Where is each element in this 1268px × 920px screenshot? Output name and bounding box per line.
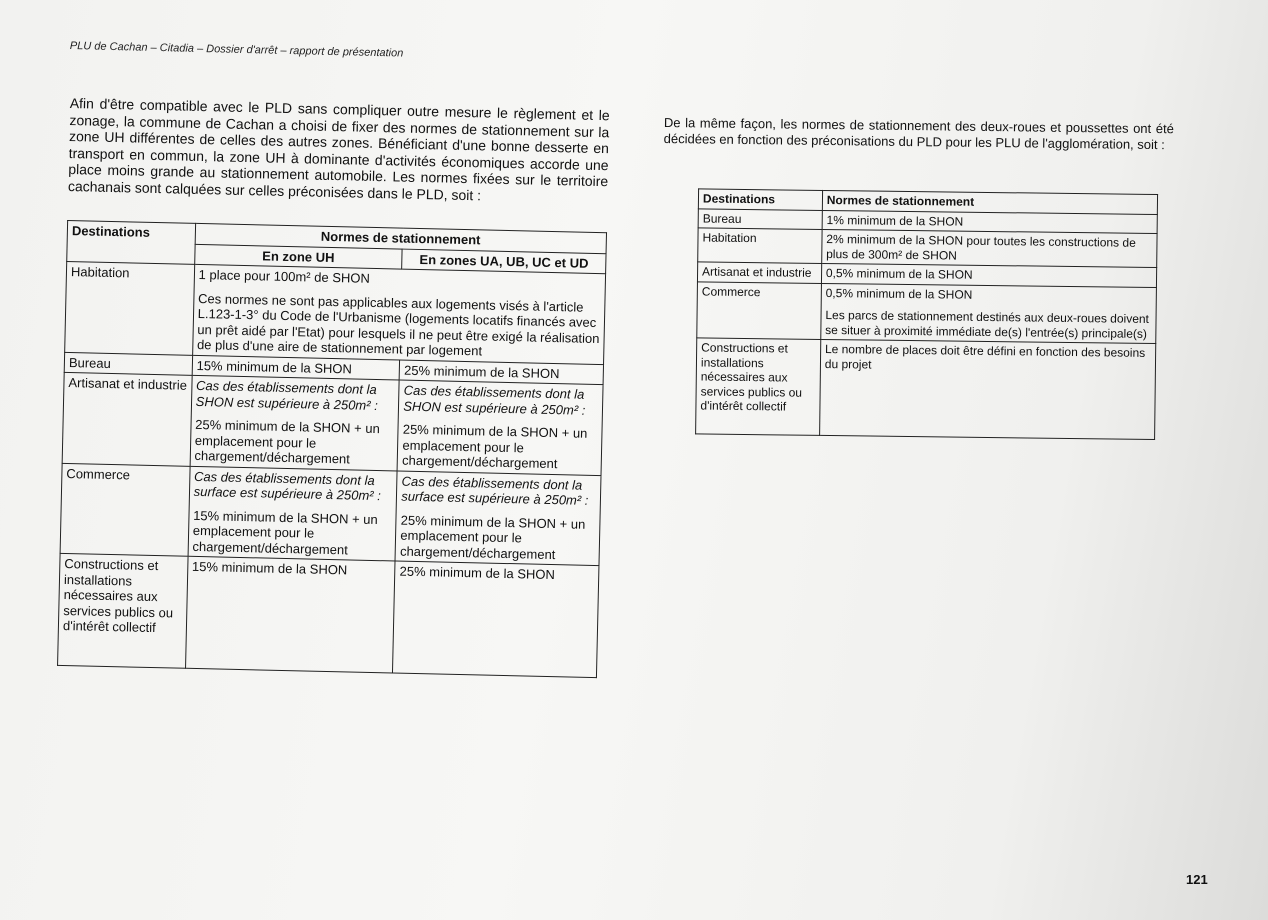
page-header: PLU de Cachan – Citadia – Dossier d'arrêt – rapport de présentation: [69, 40, 404, 60]
row-norm-ua: [395, 471, 601, 566]
norm-text: 15% minimum de la SHON + un emplacement pour le chargement/déchargement: [192, 507, 378, 557]
row-norm-uh: [190, 375, 400, 470]
table-row: [696, 338, 1156, 440]
row-norm-ua: 25% minimum de la SHON: [399, 360, 603, 385]
row-norm-merged: [192, 264, 605, 364]
left-column: [57, 95, 610, 678]
row-norm-uh: 15% minimum de la SHON: [185, 556, 395, 673]
norm-condition: Cas des établissements dont la SHON est supérieure à 250m² :: [195, 377, 378, 413]
row-norm: Le nombre de places doit être défini en fonction des besoins du projet: [819, 339, 1155, 439]
row-destination: Bureau: [64, 352, 192, 375]
row-norm: [821, 283, 1157, 344]
right-column: [660, 115, 1174, 440]
row-destination: Commerce: [60, 463, 190, 556]
table-row: [697, 281, 1157, 343]
norm-text: 1 place pour 100m² de SHON: [198, 266, 371, 286]
table-row: [65, 261, 606, 364]
row-destination: Commerce: [697, 281, 822, 339]
parking-norms-table: [57, 220, 607, 678]
table-row: [62, 372, 603, 475]
row-destination: Habitation: [65, 261, 195, 354]
col-header-zone-uh: En zone UH: [194, 244, 402, 269]
page-number: 121: [1186, 872, 1208, 887]
row-norm-uh: 15% minimum de la SHON: [192, 355, 400, 380]
row-destination: Constructions et installations nécessaires aux services publics ou d'intérêt collectif: [58, 553, 188, 668]
row-norm-uh: [188, 466, 398, 561]
row-norm: 1% minimum de la SHON: [822, 210, 1157, 234]
norm-condition: Cas des établissements dont la surface est supérieure à 250m² :: [193, 468, 381, 504]
col-header-zones-ua-ub-uc-ud: En zones UA, UB, UC et UD: [402, 249, 606, 274]
col-header-normes: Normes de stationnement: [195, 223, 607, 253]
row-norm-ua: [397, 380, 603, 475]
right-intro-paragraph: De la même façon, les normes de stationnement des deux-roues et poussettes ont été décidées en fonction des préconisations du PLD pour les PLU de l'agglomération, soit :: [663, 115, 1174, 152]
norm-text: 0,5% minimum de la SHON: [825, 285, 973, 302]
two-wheel-parking-table: [695, 188, 1158, 440]
norm-condition: Cas des établissements dont la surface est supérieure à 250m² :: [401, 473, 589, 508]
norm-text: 25% minimum de la SHON + un emplacement pour le chargement/déchargement: [401, 421, 588, 472]
col-header-normes: Normes de stationnement: [822, 190, 1157, 214]
row-destination: Habitation: [698, 228, 822, 264]
table-row: [698, 228, 1157, 268]
row-destination: Constructions et installations nécessaires aux services publics ou d'intérêt collectif: [696, 338, 821, 436]
row-norm: 2% minimum de la SHON pour toutes les constructions de plus de 300m² de SHON: [822, 229, 1158, 267]
col-header-destinations: Destinations: [698, 189, 822, 210]
row-destination: Artisanat et industrie: [62, 372, 192, 465]
row-norm-ua: 25% minimum de la SHON: [393, 561, 599, 678]
row-norm: 0,5% minimum de la SHON: [821, 263, 1156, 287]
left-intro-paragraph: Afin d'être compatible avec le PLD sans compliquer outre mesure le règlement et le zonage, la commune de Cachan a choisi de fixer des normes de stationnement sur la zone UH différentes de celles des autres zones. Bénéficiant d'une bonne desserte en transport en commun, la zone UH à dominante d'activités économiques accorde une place moins grande au stationnement automobile. Les normes fixées sur le territoire cachanais sont calquées sur celles préconisées dans le PLD, soit :: [67, 95, 610, 203]
col-header-destinations: Destinations: [67, 220, 196, 264]
row-destination: Artisanat et industrie: [697, 262, 821, 283]
norm-condition: Cas des établissements dont la SHON est supérieure à 250m² :: [403, 382, 586, 418]
table-row: [58, 553, 599, 677]
norm-text: 25% minimum de la SHON + un emplacement pour le chargement/déchargement: [194, 416, 380, 467]
norm-note: Ces normes ne sont pas applicables aux logements visés à l'article L.123-1-3° du Code de l'Urbanisme (logements locatifs financés avec un prêt aidé par l'Etat) pour lesquels il ne peut être exigé la réalisation de plus d'une aire de stationnement par logement: [196, 290, 600, 359]
row-destination: Bureau: [698, 208, 822, 229]
table-row: [60, 463, 601, 566]
norm-note: Les parcs de stationnement destinés aux deux-roues doivent se situer à proximité immédiate de(s) l'entrée(s) principale(s): [825, 307, 1150, 341]
norm-text: 25% minimum de la SHON + un emplacement pour le chargement/déchargement: [399, 512, 586, 562]
